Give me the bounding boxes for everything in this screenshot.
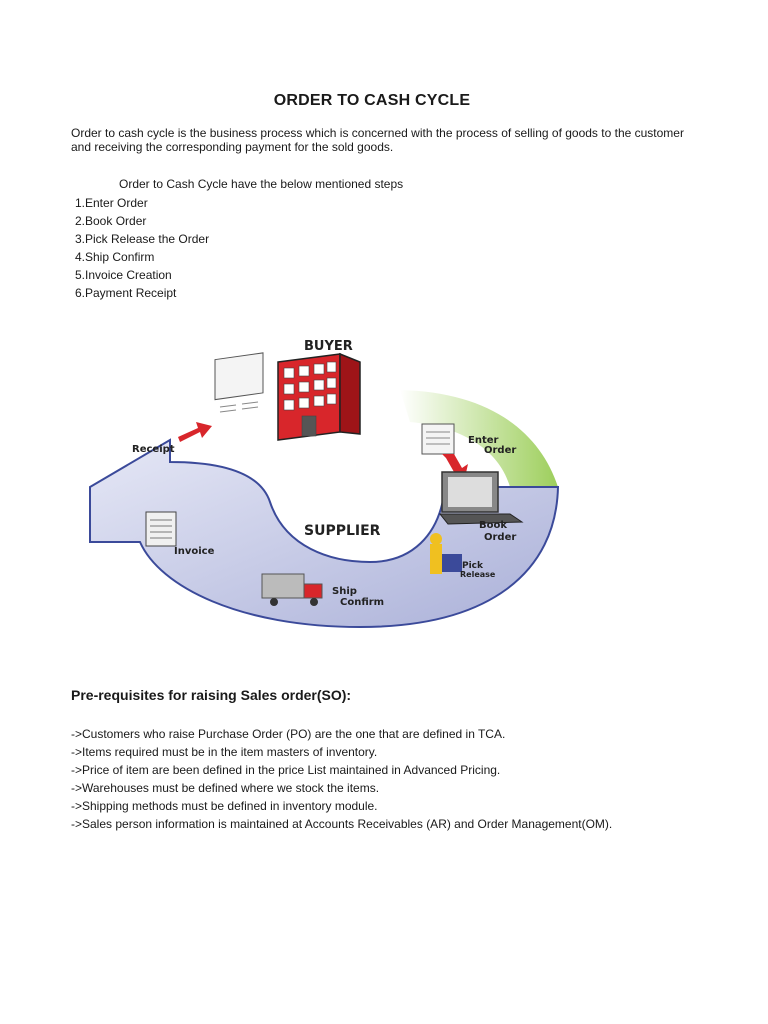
receipt-label: Receipt	[132, 444, 175, 455]
step-item: 5.Invoice Creation	[75, 268, 172, 282]
step-item: 4.Ship Confirm	[75, 250, 155, 264]
enter-label: Enter	[468, 435, 499, 446]
step-item: 6.Payment Receipt	[75, 286, 177, 300]
book-label: Book	[479, 520, 508, 531]
prereq-item: ->Customers who raise Purchase Order (PO) are the one that are defined in TCA.	[71, 727, 506, 741]
prereq-item: ->Sales person information is maintained at Accounts Receivables (AR) and Order Management(OM).	[71, 817, 613, 831]
book-order-label: Order	[484, 532, 517, 543]
document-icon	[215, 353, 263, 412]
step-item: 1.Enter Order	[75, 196, 148, 210]
prereq-item: ->Warehouses must be defined where we stock the items.	[71, 781, 380, 795]
release-label: Release	[460, 570, 496, 579]
receipt-arrow-icon	[178, 422, 212, 442]
confirm-label: Confirm	[340, 597, 385, 608]
buyer-building-icon	[278, 354, 360, 440]
page-title: ORDER TO CASH CYCLE	[273, 92, 471, 109]
step-item: 3.Pick Release the Order	[75, 232, 210, 246]
order-to-cash-diagram	[70, 322, 590, 642]
prereq-list	[71, 725, 612, 833]
enter-order-label: Order	[484, 445, 517, 456]
ship-label: Ship	[332, 586, 357, 597]
steps-list	[75, 194, 209, 302]
invoice-label: Invoice	[174, 546, 215, 557]
prereq-heading: Pre-requisites for raising Sales order(SO):	[71, 687, 352, 703]
supplier-label: SUPPLIER	[304, 523, 381, 539]
enter-order-document-icon	[422, 424, 454, 454]
steps-lead-text: Order to Cash Cycle have the below mentioned steps	[119, 177, 404, 191]
invoice-document-icon	[146, 512, 176, 546]
prereq-item: ->Shipping methods must be defined in inventory module.	[71, 799, 378, 813]
intro-paragraph: Order to cash cycle is the business process which is concerned with the process of selling of goods to the customer and receiving the corresponding payment for the sold goods.	[71, 126, 684, 154]
step-item: 2.Book Order	[75, 214, 147, 228]
buyer-label: BUYER	[304, 339, 353, 354]
pick-label: Pick	[462, 561, 484, 571]
prereq-item: ->Price of item are been defined in the price List maintained in Advanced Pricing.	[71, 763, 501, 777]
prereq-item: ->Items required must be in the item masters of inventory.	[71, 745, 378, 759]
